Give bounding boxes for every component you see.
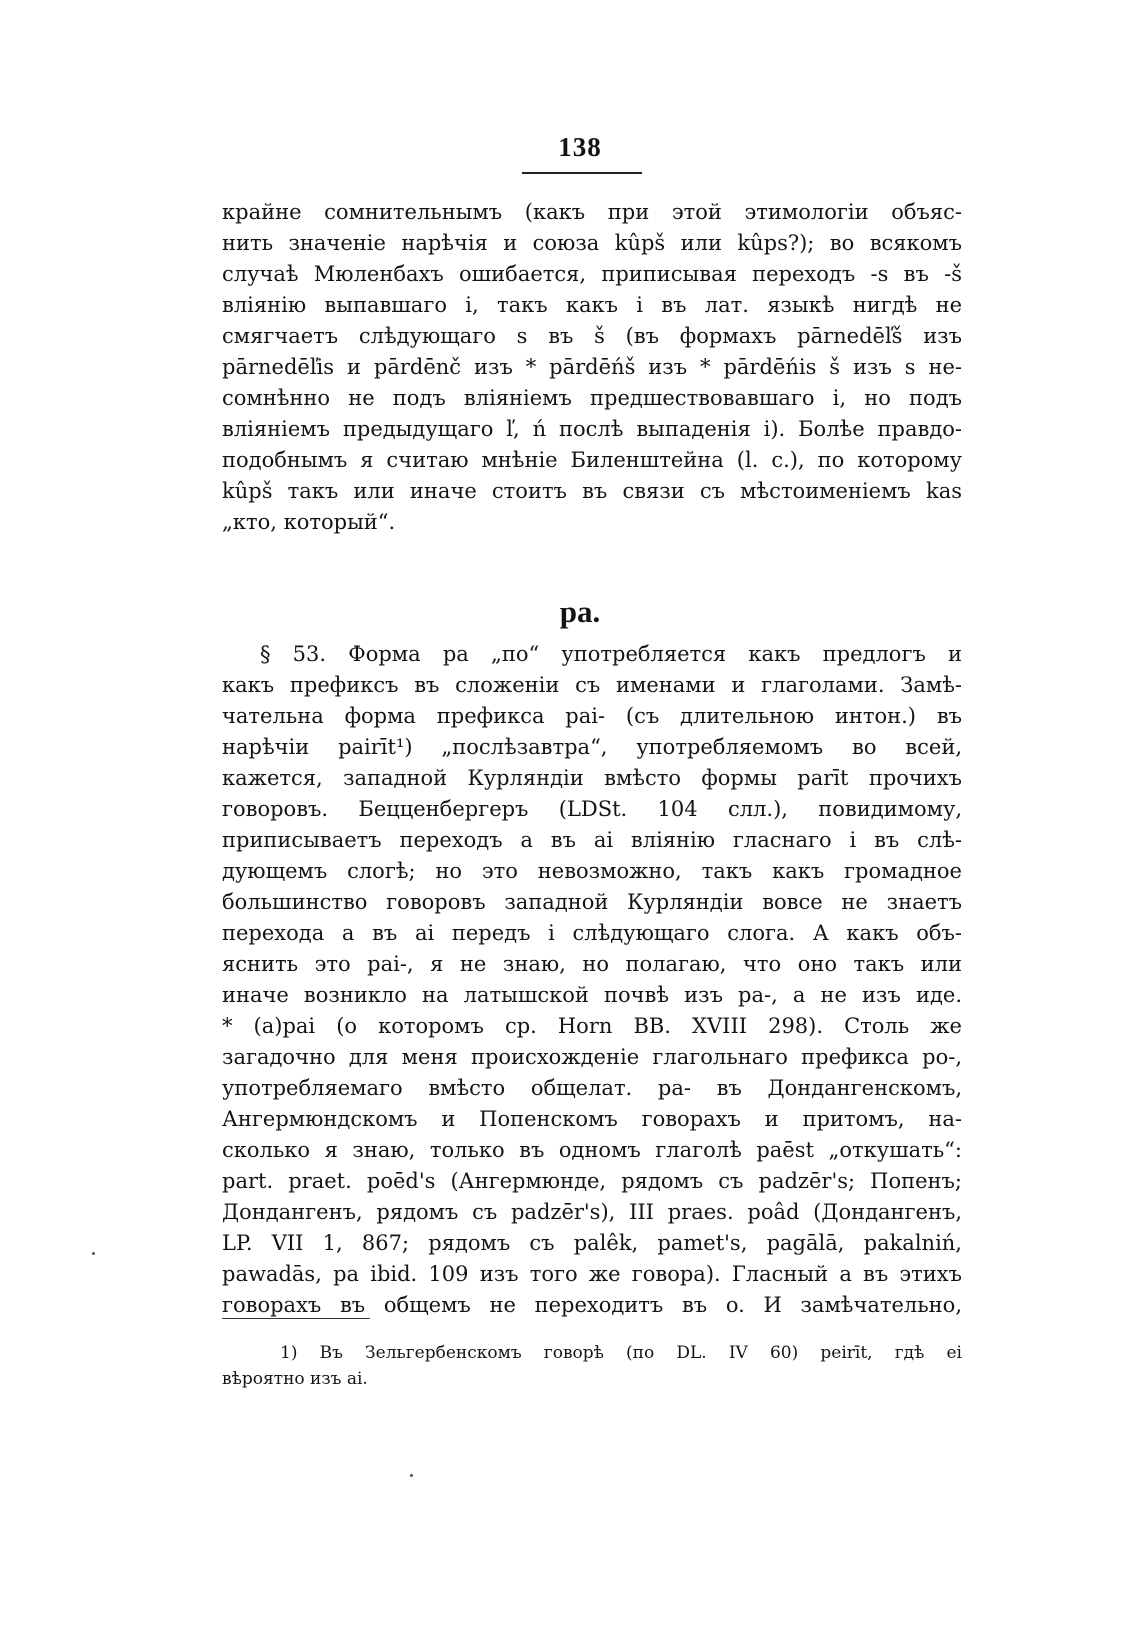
print-speck bbox=[92, 1252, 95, 1255]
text-line: * (a)pai (о которомъ ср. Horn BB. XVIII 298). Столь же bbox=[222, 1014, 962, 1038]
text-line: Ангермюндскомъ и Попенскомъ говорахъ и притомъ, на- bbox=[222, 1107, 962, 1131]
text-line: чательна форма префикса pai- (съ длительною интон.) въ bbox=[222, 704, 962, 728]
text-line: крайне сомнительнымъ (какъ при этой этимологіи объяс- bbox=[222, 200, 962, 224]
text-line: нарѣчіи pairīt¹) „послѣзавтра“, употребляемомъ во всей, bbox=[222, 735, 962, 759]
text-line: перехода a въ ai передъ i слѣдующаго слога. А какъ объ- bbox=[222, 921, 962, 945]
text-line: вліяніемъ предыдущаго ľ, ń послѣ выпаденія і). Болѣе правдо- bbox=[222, 417, 962, 441]
section-heading: pa. bbox=[559, 594, 601, 629]
text-line: говорахъ въ общемъ не переходитъ въ o. И замѣчательно, bbox=[222, 1293, 962, 1317]
text-line: случаѣ Мюленбахъ ошибается, приписывая переходъ -s въ -š bbox=[222, 262, 962, 286]
text-line: part. praet. poēd's (Ангермюнде, рядомъ съ padzēr's; Попенъ; bbox=[222, 1169, 962, 1193]
text-line: kûpš такъ или иначе стоитъ въ связи съ мѣстоименіемъ kas bbox=[222, 479, 962, 503]
text-line: дующемъ слогѣ; но это невозможно, такъ какъ громадное bbox=[222, 859, 962, 883]
text-line: говоровъ. Бецценбергеръ (LDSt. 104 слл.), повидимому, bbox=[222, 797, 962, 821]
text-line: какъ префиксъ въ сложеніи съ именами и глаголами. Замѣ- bbox=[222, 673, 962, 697]
text-line: Дондангенъ, рядомъ съ padzēr's), III praes. poâd (Дондангенъ, bbox=[222, 1200, 962, 1224]
text-line: сомнѣнно не подъ вліяніемъ предшествовавшаго і, но подъ bbox=[222, 386, 962, 410]
page-number: 138 bbox=[558, 132, 602, 162]
text-line: употребляемаго вмѣсто общелат. pa- въ Дондангенскомъ, bbox=[222, 1076, 962, 1100]
text-line: нить значеніе нарѣчія и союза kûpš или kûps?); во всякомъ bbox=[222, 231, 962, 255]
text-line: § 53. Форма pa „по“ употребляется какъ предлогъ и bbox=[260, 642, 962, 666]
footnote-rule bbox=[222, 1318, 370, 1319]
text-line: подобнымъ я считаю мнѣніе Биленштейна (l. c.), по которому bbox=[222, 448, 962, 472]
print-speck bbox=[410, 1474, 413, 1477]
text-line: большинство говоровъ западной Курляндіи вовсе не знаетъ bbox=[222, 890, 962, 914]
text-line: яснить это pai-, я не знаю, но полагаю, что оно такъ или bbox=[222, 952, 962, 976]
footnote-line: 1) Въ Зельгербенскомъ говорѣ (по DL. IV 60) peirīt, гдѣ ei bbox=[280, 1343, 962, 1363]
text-line: „кто, который“. bbox=[222, 510, 396, 534]
text-line: сколько я знаю, только въ одномъ глаголѣ paēst „откушать“: bbox=[222, 1138, 962, 1162]
text-line: приписываетъ переходъ a въ ai вліянію гласнаго i въ слѣ- bbox=[222, 828, 962, 852]
footnote-line: вѣроятно изъ ai. bbox=[222, 1369, 368, 1389]
text-line: LP. VII 1, 867; рядомъ съ palêk, pamet's, pagālā, pakalniń, bbox=[222, 1231, 962, 1255]
text-line: pawadās, pa ibid. 109 изъ того же говора). Гласный a въ этихъ bbox=[222, 1262, 962, 1286]
text-line: смягчаетъ слѣдующаго s въ š (въ формахъ pārnedēľš изъ bbox=[222, 324, 962, 348]
text-line: вліянію выпавшаго і, такъ какъ і въ лат. языкѣ нигдѣ не bbox=[222, 293, 962, 317]
page-number-rule bbox=[522, 172, 642, 174]
text-line: иначе возникло на латышской почвѣ изъ pa-, а не изъ иде. bbox=[222, 983, 962, 1007]
text-line: кажется, западной Курляндіи вмѣсто формы parīt прочихъ bbox=[222, 766, 962, 790]
text-line: pārnedēľis и pārdēnč изъ * pārdēńš изъ * pārdēńis š изъ s не- bbox=[222, 355, 962, 379]
text-line: загадочно для меня происхожденіе глагольнаго префикса po-, bbox=[222, 1045, 962, 1069]
